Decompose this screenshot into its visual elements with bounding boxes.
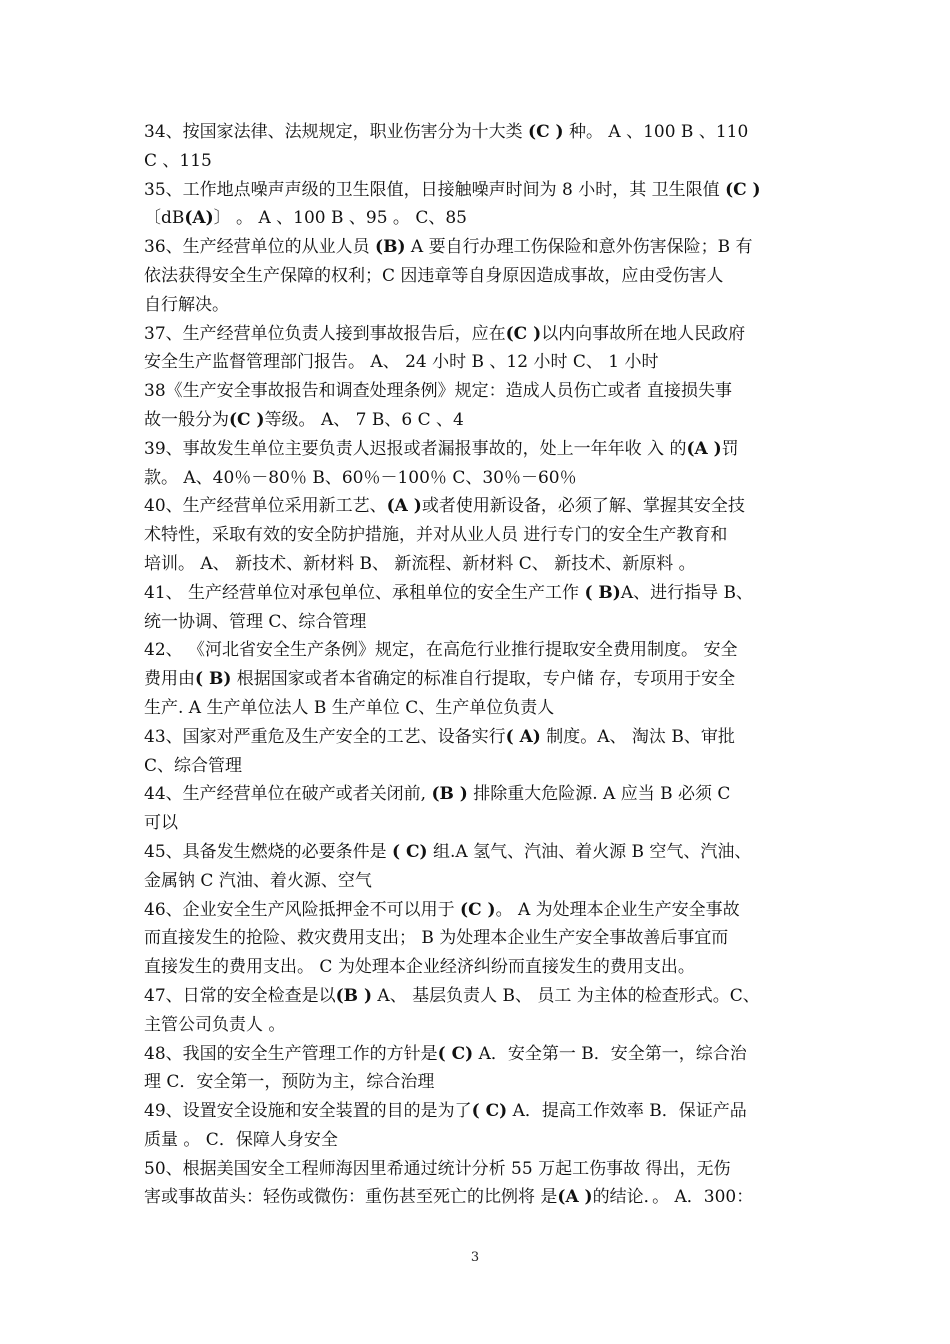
text-line: 47、日常的安全检查是以(B ) A、 基层负责人 B、 员工 为主体的检查形式。C、 xyxy=(144,985,760,1006)
text-line: 术特性，采取有效的安全防护措施，并对从业人员 进行专门的安全生产教育和 xyxy=(144,525,728,546)
text-line: 45、具备发生燃烧的必要条件是 ( C) 组.A 氢气、汽油、着火源 B 空气、汽油、 xyxy=(144,841,752,862)
text-line: 〔dB(A)〕 。 A 、100 B 、95 。 C、85 xyxy=(144,208,467,229)
text-line: 主管公司负责人 。 xyxy=(144,1014,286,1035)
text-line: 统一协调、管理 C、综合管理 xyxy=(144,611,367,632)
text-line: 41、 生产经营单位对承包单位、承租单位的安全生产工作 ( B)A、进行指导 B、 xyxy=(144,582,754,603)
text-line: C、综合管理 xyxy=(144,755,243,776)
answer-marker: ( C) xyxy=(437,1043,474,1064)
text-line: 40、生产经营单位采用新工艺、(A )或者使用新设备，必须了解、掌握其安全技 xyxy=(144,496,745,517)
answer-marker: (C ) xyxy=(229,409,265,430)
text-line: 质量 。 C．保障人身安全 xyxy=(144,1129,338,1150)
text-line: 费用由( B) 根据国家或者本省确定的标准自行提取，专户储 存，专项用于安全 xyxy=(144,669,736,690)
text-line: 50、根据美国安全工程师海因里希通过统计分析 55 万起工伤事故 得出，无伤 xyxy=(144,1158,731,1179)
text-line: 39、事故发生单位主要负责人迟报或者漏报事故的，处上一年年收 入 的(A )罚 xyxy=(144,438,739,459)
answer-marker: (C ) xyxy=(460,899,496,920)
text-line: 44、生产经营单位在破产或者关闭前, (B ) 排除重大危险源. A 应当 B 必须 C xyxy=(144,784,731,805)
text-line: 38《生产安全事故报告和调查处理条例》规定：造成人员伤亡或者 直接损失事 xyxy=(144,381,733,402)
page-body xyxy=(144,118,812,1212)
text-line: 故一般分为(C )等级。 A、 7 B、6 C 、4 xyxy=(144,409,464,430)
text-line: 34、按国家法律、法规规定，职业伤害分为十大类 (C ) 种。 A 、100 B 、110 xyxy=(144,122,749,142)
text-line: 款。 A、40％－80％ B、60％－100％ C、30％－60％ xyxy=(144,467,577,488)
text-line: 42、 《河北省安全生产条例》规定，在高危行业推行提取安全费用制度。 安全 xyxy=(144,640,738,661)
answer-marker: (A) xyxy=(184,208,214,229)
text-line: 安全生产监督管理部门报告。 A、 24 小时 B 、12 小时 C、 1 小时 xyxy=(144,352,659,373)
answer-marker: (B ) xyxy=(431,784,468,805)
answer-marker: (A ) xyxy=(386,496,422,517)
answer-marker: (A ) xyxy=(686,438,722,459)
text-line: 理 C．安全第一，预防为主，综合治理 xyxy=(144,1072,435,1093)
answer-marker: (C ) xyxy=(725,179,761,200)
text-line: C 、115 xyxy=(144,150,212,171)
text-line: 48、我国的安全生产管理工作的方针是( C) A．安全第一 B．安全第一，综合治 xyxy=(144,1043,747,1064)
text-line: 37、生产经营单位负责人接到事故报告后，应在(C )以内向事故所在地人民政府 xyxy=(144,323,746,344)
text-line: 可以 xyxy=(144,813,178,834)
text-line: 自行解决。 xyxy=(144,294,229,315)
text-line: 36、生产经营单位的从业人员 (B) A 要自行办理工伤保险和意外伤害保险；B 有 xyxy=(144,237,753,258)
text-line: 金属钠 C 汽油、着火源、空气 xyxy=(144,870,372,891)
page-number: 3 xyxy=(470,1250,480,1265)
answer-marker: ( B) xyxy=(195,669,232,690)
text-line: 害或事故苗头：轻伤或微伤：重伤甚至死亡的比例将 是(A )的结论．。 A．300： xyxy=(144,1187,754,1208)
answer-marker: (A ) xyxy=(557,1187,593,1208)
answer-marker: ( C) xyxy=(392,841,428,862)
text-line: 49、设置安全设施和安全装置的目的是为了( C) A．提高工作效率 B．保证产品 xyxy=(144,1101,747,1122)
answer-marker: ( B) xyxy=(584,582,621,603)
answer-marker: (B) xyxy=(375,237,406,258)
text-line: 直接发生的费用支出。 C 为处理本企业经济纠纷而直接发生的费用支出。 xyxy=(144,957,695,978)
answer-marker: (B ) xyxy=(335,985,373,1006)
text-line: 43、国家对严重危及生产安全的工艺、设备实行( A) 制度。A、 淘汰 B、审批 xyxy=(144,726,735,747)
text-line: 而直接发生的抢险、救灾费用支出； B 为处理本企业生产安全事故善后事宜而 xyxy=(144,928,729,949)
answer-marker: (C ) xyxy=(528,122,564,142)
answer-marker: ( A) xyxy=(505,726,541,747)
text-line: 生产. A 生产单位法人 B 生产单位 C、生产单位负责人 xyxy=(144,697,555,718)
text-line: 培训。 A、 新技术、新材料 B、 新流程、新材料 C、 新技术、新原料 。 xyxy=(144,553,696,574)
text-line: 46、企业安全生产风险抵押金不可以用于 (C )。 A 为处理本企业生产安全事故 xyxy=(144,899,740,920)
answer-marker: (C ) xyxy=(505,323,542,344)
text-line: 35、工作地点噪声声级的卫生限值，日接触噪声时间为 8 小时，其 卫生限值 (C ) xyxy=(144,179,761,200)
text-line: 依法获得安全生产保障的权利；C 因违章等自身原因造成事故，应由受伤害人 xyxy=(144,265,724,286)
answer-marker: ( C) xyxy=(471,1101,508,1122)
